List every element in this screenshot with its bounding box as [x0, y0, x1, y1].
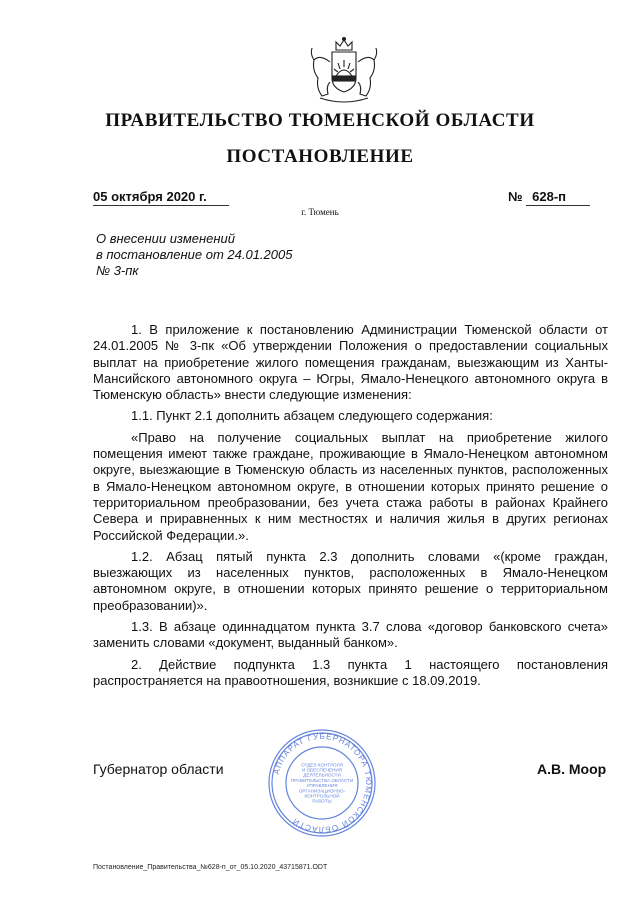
- coat-of-arms-icon: [296, 36, 392, 108]
- number-sign: №: [508, 189, 523, 204]
- document-type: ПОСТАНОВЛЕНИЕ: [226, 146, 414, 167]
- seal-inner-line: УПРАВЛЕНИЯ: [306, 783, 338, 789]
- number-value: 628-п: [526, 189, 590, 206]
- seal-inner-line: КОНТРОЛЬНОЙ: [304, 793, 340, 799]
- body-paragraph: 2. Действие подпункта 1.3 пункта 1 настоящего постановления распространяется на правоотношения, возникшие с 18.09.2019.: [93, 656, 608, 688]
- seal-inner-line: ПРАВИТЕЛЬСТВА ОБЛАСТИ: [290, 777, 354, 783]
- seal-inner-line: ДЕЯТЕЛЬНОСТИ: [303, 772, 341, 778]
- body-paragraph: 1.2. Абзац пятый пункта 2.3 дополнить словами «(кроме граждан, выезжающих из населенных пунктов, расположенных в Ямало-Ненецком автономном округе, в отношении которых принято решение о территориальном преобразовании)».: [93, 548, 608, 613]
- file-footer: Постановление_Правительства_№628-п_от_05.10.2020_43715871.ODT: [93, 864, 328, 871]
- document-number: [508, 189, 590, 206]
- document-date: 05 октября 2020 г.: [93, 189, 229, 206]
- svg-text:АППАРАТ ГУБЕРНАТОРА ТЮМЕНСКОЙ: АППАРАТ ГУБЕРНАТОРА ТЮМЕНСКОЙ ОБЛАСТИ: [271, 731, 374, 835]
- subject-line: № 3-пк: [96, 263, 139, 278]
- seal-inner-line: ОРГАНИЗАЦИОННО-: [298, 788, 346, 794]
- seal-inner-line: РАБОТЫ: [312, 798, 332, 804]
- body-paragraph: «Право на получение социальных выплат на приобретение жилого помещения имеют также граждане, проживающие в Ямало-Ненецком автономном округе, выезжающие в Тюменскую область из населенных пунктов, расположенных в Ямало-Ненецком автономном округе, в отношении которых принято решение о территориальном преобразовании, без учета стажа работы в районах Крайнего Севера и приравненных к ним местностях и наличия жилья в других регионах Российской Федерации.».: [93, 429, 608, 543]
- body-paragraph: 1. В приложение к постановлению Администрации Тюменской области от 24.01.2005 № 3-пк «Об утверждении Положения о предоставлении социальных выплат на приобретение жилого помещения гражданам, выезжающим из Ханты-Мансийского автономного округа – Югры, Ямало-Ненецкого автономного округа в Тюменскую область» внести следующие изменения:: [93, 322, 608, 403]
- official-stamp: [266, 727, 378, 839]
- subject-line: О внесении изменений: [96, 231, 235, 246]
- seal-inner-line: И ОБЕСПЕЧЕНИЯ: [302, 767, 342, 773]
- signer-name: А.В. Моор: [537, 761, 607, 777]
- subject-line: в постановление от 24.01.2005: [96, 247, 293, 262]
- seal-inner-line: ОТДЕЛ КОНТРОЛЯ: [301, 762, 343, 768]
- body-paragraph: 1.1. Пункт 2.1 дополнить абзацем следующего содержания:: [131, 408, 493, 424]
- signer-title: Губернатор области: [93, 761, 224, 777]
- body-paragraph: 1.3. В абзаце одиннадцатом пункта 3.7 слова «договор банковского счета» заменить словами «документ, выданный банком».: [93, 619, 608, 651]
- document-body: [93, 322, 608, 694]
- document-subject: [96, 231, 336, 279]
- government-title: ПРАВИТЕЛЬСТВО ТЮМЕНСКОЙ ОБЛАСТИ: [105, 110, 535, 131]
- city: г. Тюмень: [301, 207, 339, 217]
